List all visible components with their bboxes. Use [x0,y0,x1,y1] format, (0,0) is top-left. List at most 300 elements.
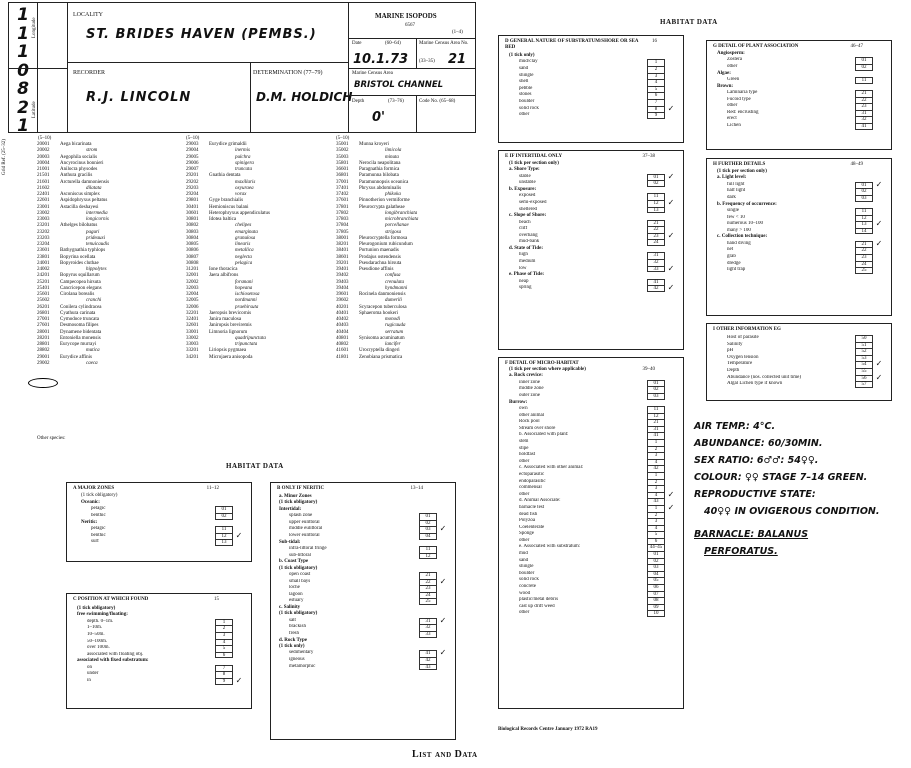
option-code-box[interactable]: 01 [855,57,873,64]
option-row[interactable] [279,657,449,664]
option-code-box[interactable]: 3 [647,485,665,492]
option-code-box[interactable]: 23 [647,233,665,240]
option-code-box[interactable]: 02 [419,520,437,527]
option-row[interactable] [81,526,245,533]
option-row[interactable] [509,66,677,73]
option-label: Abundance (nos. collected unit time) [727,374,802,380]
option-row[interactable] [717,103,885,110]
option-code-box[interactable]: 12 [419,553,437,560]
option-row[interactable] [77,645,245,652]
check-mark-icon [233,632,245,639]
option-code-box[interactable]: 25 [855,267,873,274]
subheading-label: Algae: [717,70,731,76]
option-code-box[interactable]: 13 [855,221,873,228]
option-code-box[interactable]: 01 [647,174,665,181]
check-mark-icon [437,585,449,592]
check-mark-icon: ✓ [667,502,675,512]
option-row[interactable] [509,239,677,246]
option-label: hand diving [727,240,751,246]
species-name: Dynamene bidentata [60,329,102,335]
option-code-box[interactable]: 1 [215,619,233,626]
option-code-box[interactable]: 31 [419,618,437,625]
option-row[interactable] [509,285,677,292]
option-code-box[interactable]: 4 [215,639,233,646]
option-code-box[interactable]: 22 [855,97,873,104]
species-name: Campecopea hirsuta [60,279,101,285]
option-code-box[interactable]: 25 [419,598,437,605]
option-row[interactable] [717,368,885,375]
option-row[interactable] [77,632,245,639]
option-code-box[interactable]: 6 [215,652,233,659]
option-row[interactable] [509,498,677,505]
option-row[interactable] [509,86,677,93]
option-row[interactable] [717,381,885,388]
species-name: Cancricepon elegans [60,285,102,291]
option-row[interactable] [717,77,885,84]
option-code-box[interactable]: 32 [855,116,873,123]
option-row[interactable] [509,92,677,99]
option-row[interactable] [509,538,677,545]
check-mark-icon [437,592,449,599]
option-code-box[interactable]: 55 [855,368,873,375]
option-row[interactable] [279,585,449,592]
option-row[interactable] [279,576,449,586]
option-row[interactable] [509,279,677,286]
option-code-box[interactable]: 32 [419,624,437,631]
option-row[interactable] [509,591,677,598]
option-code-box[interactable]: 02 [215,513,233,520]
option-code-box[interactable]: 4 [647,525,665,532]
option-row[interactable] [509,432,677,439]
option-row[interactable] [509,610,677,617]
species-name: forsmani [235,279,253,285]
check-mark-icon [873,188,885,195]
option-code-box[interactable]: 13 [215,539,233,546]
option-row[interactable] [717,261,885,268]
option-code-box[interactable]: 1 [647,472,665,479]
subheading-label: (1 tick per section only) [717,169,767,174]
option-row[interactable] [509,597,677,604]
option-code-box[interactable]: 11 [215,526,233,533]
option-row[interactable] [717,221,885,228]
option-code-box[interactable]: 09 [647,604,665,611]
option-code-box[interactable]: 21 [855,90,873,97]
option-row[interactable] [77,619,245,626]
species-code: 40201 [336,304,349,310]
option-code-box[interactable]: 4 [647,79,665,86]
option-row[interactable] [77,671,245,678]
species-code: 29006 [186,160,199,166]
option-label: in [87,677,91,683]
option-row[interactable] [509,452,677,459]
subheading-label: d. State of Tide: [509,245,543,251]
option-code-box[interactable]: 12 [855,215,873,222]
option-row[interactable] [279,631,449,638]
option-row[interactable] [509,413,677,420]
option-code-box[interactable]: 05 [647,577,665,584]
option-label: Oxygen tension [727,354,759,360]
option-code-box[interactable]: 23 [855,103,873,110]
option-row[interactable] [509,419,677,426]
option-code-box[interactable]: 01 [419,513,437,520]
option-code-box[interactable]: 2 [647,512,665,519]
species-name: Pseudarachna hirsuta [359,260,402,266]
option-row[interactable] [509,220,677,227]
option-code-box[interactable]: 5 [647,86,665,93]
species-name: Gnathia dentata [209,173,241,179]
option-row[interactable] [509,103,677,113]
option-code-box[interactable]: 9 [215,678,233,685]
option-row[interactable] [717,90,885,97]
option-label: endoparasitic [519,478,546,484]
option-code-box[interactable]: 01 [647,380,665,387]
option-row[interactable] [509,386,677,393]
option-row[interactable] [509,99,677,106]
option-row[interactable] [509,465,677,472]
option-code-box[interactable]: 9 [647,112,665,119]
option-row[interactable] [717,335,885,342]
species-code: 35002 [336,148,349,154]
option-row[interactable] [279,526,449,533]
option-row[interactable] [77,639,245,646]
option-row[interactable] [509,207,677,214]
option-code-box[interactable]: 8 [647,106,665,113]
option-row[interactable] [717,228,885,235]
option-code-box[interactable]: 41 [647,279,665,286]
option-code-box[interactable]: 3 [215,632,233,639]
option-code-box[interactable]: 11 [855,77,873,84]
subheading-label: b. Exposure: [509,187,537,192]
species-code: 37601 [336,198,349,204]
option-row[interactable] [509,263,677,273]
option-row[interactable] [279,592,449,599]
option-code-box[interactable]: 43 [647,498,665,505]
species-code: 41801 [336,354,349,360]
option-code-box[interactable]: 6 [647,92,665,99]
option-code-box[interactable]: 14 [855,228,873,235]
option-code-box[interactable]: 12 [647,413,665,420]
option-row[interactable] [509,472,677,479]
option-label: stones [519,92,532,98]
option-code-box[interactable]: 50 [855,335,873,342]
option-code-box[interactable]: 1 [647,439,665,446]
option-row[interactable] [279,513,449,520]
option-code-box[interactable]: 4 [647,459,665,466]
option-row[interactable] [717,188,885,195]
option-code-box[interactable]: 04 [419,533,437,540]
option-code-box[interactable]: 2 [215,625,233,632]
option-row[interactable] [279,546,449,553]
option-code-box[interactable]: 33 [647,266,665,273]
option-code-box[interactable]: 2 [647,66,665,73]
option-row[interactable] [717,123,885,130]
option-row[interactable] [509,200,677,207]
option-code-box[interactable]: 12 [215,533,233,540]
option-code-box[interactable]: 1 [647,505,665,512]
option-code-box[interactable]: 5 [215,645,233,652]
option-row[interactable] [509,393,677,400]
option-row[interactable] [509,79,677,86]
option-code-box[interactable]: 04 [647,571,665,578]
option-code-box[interactable]: 02 [647,180,665,187]
option-label: 1–10m. [87,625,103,631]
option-label: benthic [91,532,106,538]
option-label: Host of parasite [727,335,759,340]
check-mark-icon [665,479,677,486]
check-mark-icon [665,525,677,532]
option-row[interactable] [509,525,677,532]
species-name: intermedia [86,210,108,216]
option-label: metamorphic [289,663,316,669]
option-code-box[interactable]: 8 [215,671,233,678]
option-row[interactable] [717,110,885,117]
section-A [66,482,252,562]
species-name: ischiosetosa [235,292,260,297]
option-label: pebble [519,85,533,91]
option-code-box[interactable]: 44–45 [647,544,665,551]
option-row[interactable] [509,485,677,492]
option-row[interactable] [509,406,677,413]
option-code-box[interactable]: 21 [855,241,873,248]
option-row[interactable] [509,112,677,119]
option-code-box[interactable]: 4 [647,492,665,499]
option-code-box[interactable]: 43 [419,664,437,671]
option-code-box[interactable]: 01 [215,506,233,513]
option-code-box[interactable]: 11 [647,406,665,413]
option-row[interactable] [509,259,677,266]
option-code-box[interactable]: 13 [647,207,665,214]
option-row[interactable] [81,506,245,513]
option-row[interactable] [717,355,885,362]
option-row[interactable] [717,208,885,215]
check-mark-icon [233,665,245,672]
option-code-box[interactable]: 5 [647,531,665,538]
check-mark-icon [665,558,677,565]
option-row[interactable] [717,195,885,202]
option-row[interactable] [509,252,677,259]
option-code-box[interactable]: 22 [647,226,665,233]
option-row[interactable] [717,348,885,355]
option-code-box[interactable]: 42 [647,285,665,292]
grid-ref-label: Grid Ref. (25–32) [2,139,7,175]
option-row[interactable] [279,533,449,540]
option-code-box[interactable]: 02 [647,386,665,393]
option-code-box[interactable]: 2 [647,479,665,486]
option-code-box[interactable]: 52 [855,348,873,355]
option-code-box[interactable]: 2 [647,446,665,453]
option-row[interactable] [509,479,677,486]
option-row[interactable] [509,193,677,200]
grid-ref-digit: 1 [17,42,29,62]
recorder-label: RECORDER [73,70,106,76]
check-mark-icon [873,208,885,215]
option-code-box[interactable]: 42 [647,465,665,472]
date-cols: (60–64) [385,41,401,46]
species-code: 39601 [336,292,349,297]
option-code-box[interactable]: 12 [647,200,665,207]
species-name: strigosa [385,229,402,235]
option-code-box[interactable]: 03 [855,195,873,202]
option-code-box[interactable]: 02 [855,188,873,195]
option-code-box[interactable]: 03 [647,564,665,571]
option-code-box[interactable]: 31 [855,110,873,117]
option-row[interactable] [509,512,677,519]
option-row[interactable] [509,558,677,565]
option-row[interactable] [509,518,677,525]
option-row[interactable] [717,215,885,222]
option-row[interactable] [81,530,245,540]
check-mark-icon [665,564,677,571]
option-row[interactable] [279,650,449,657]
option-code-box[interactable]: 31 [647,252,665,259]
option-label: cliff [519,226,528,232]
option-label: other [519,491,530,497]
option-row[interactable] [717,247,885,254]
option-code-box[interactable]: 32 [647,259,665,266]
option-code-box[interactable]: 23 [419,585,437,592]
species-column-2 [186,142,331,361]
option-row[interactable] [279,664,449,671]
option-row[interactable] [509,180,677,187]
option-code-box[interactable]: 06 [647,584,665,591]
option-row[interactable] [509,577,677,584]
option-code-box[interactable]: 3 [647,518,665,525]
option-code-box[interactable]: 23 [855,254,873,261]
option-row[interactable] [509,604,677,611]
option-row[interactable] [717,238,885,248]
subheading-label: c. Salinity [279,604,301,610]
option-code-box[interactable]: 41 [855,123,873,130]
option-row[interactable] [279,615,449,625]
option-row[interactable] [717,116,885,123]
species-name: Cyathura carinata [60,310,96,316]
option-row[interactable] [717,57,885,64]
option-row[interactable] [509,59,677,66]
option-row[interactable] [717,254,885,261]
option-label: sheltered [519,206,538,212]
option-row[interactable] [509,439,677,446]
option-row[interactable] [509,380,677,387]
option-code-box[interactable]: 22 [419,579,437,586]
option-code-box[interactable]: 01 [855,182,873,189]
option-row[interactable] [509,171,677,181]
species-name: strom [86,148,98,154]
species-code: 26201 [37,304,50,310]
option-code-box[interactable]: 42 [419,657,437,664]
option-code-box[interactable]: 3 [647,452,665,459]
option-row[interactable] [509,446,677,453]
species-code: 23001 [37,204,50,210]
option-code-box[interactable]: 11 [855,208,873,215]
option-row[interactable] [717,361,885,368]
option-code-box[interactable]: 7 [647,99,665,106]
option-code-box[interactable]: 10 [647,610,665,617]
species-name: oxyuraea [235,185,254,191]
option-code-box[interactable]: 7 [215,665,233,672]
option-code-box[interactable]: 6 [647,538,665,545]
option-row[interactable] [509,544,677,551]
section-F-cols: 39–40 [642,367,655,372]
option-row[interactable] [509,531,677,538]
option-code-box[interactable]: 54 [855,361,873,368]
option-code-box[interactable]: 03 [419,526,437,533]
option-row[interactable] [509,489,677,499]
option-code-box[interactable]: 03 [647,393,665,400]
check-mark-icon [665,66,677,73]
option-row[interactable] [279,572,449,579]
option-row[interactable] [717,64,885,71]
option-row[interactable] [81,513,245,520]
option-code-box[interactable]: 33 [419,631,437,638]
option-row[interactable] [279,598,449,605]
species-name: Pleurocrypta galatheae [359,204,405,210]
option-row[interactable] [81,539,245,546]
option-row[interactable] [717,267,885,274]
option-code-box[interactable]: 11 [647,193,665,200]
option-row[interactable] [717,179,885,189]
option-code-box[interactable]: 07 [647,591,665,598]
option-code-box[interactable]: 31 [647,426,665,433]
option-code-box[interactable]: 22 [855,247,873,254]
option-row[interactable] [509,571,677,578]
option-row[interactable] [717,97,885,104]
species-code: 29203 [186,185,199,191]
option-code-box[interactable]: 21 [419,572,437,579]
option-row[interactable] [279,520,449,527]
option-code-box[interactable]: 02 [647,558,665,565]
option-code-box[interactable]: 01 [647,551,665,558]
species-name: hopeana [235,285,253,291]
option-code-box[interactable]: 21 [647,419,665,426]
option-code-box[interactable]: 56 [855,375,873,382]
option-row[interactable] [509,584,677,591]
option-code-box[interactable]: 02 [855,64,873,71]
option-row[interactable] [509,459,677,466]
option-code-box[interactable]: 41 [647,432,665,439]
species-name: tripunctata [235,342,258,347]
option-code-box[interactable]: 41 [419,650,437,657]
option-row[interactable] [77,652,245,659]
option-code-box[interactable]: 24 [647,239,665,246]
species-name: phikoka [385,192,401,197]
option-row[interactable] [279,553,449,560]
option-code-box[interactable]: 08 [647,597,665,604]
option-code-box[interactable]: 51 [855,342,873,349]
option-row[interactable] [509,73,677,80]
option-row[interactable] [509,426,677,433]
option-code-box[interactable]: 1 [647,59,665,66]
option-row[interactable] [77,625,245,632]
option-row[interactable] [279,624,449,631]
option-row[interactable] [509,226,677,233]
option-code-box[interactable]: 11 [419,546,437,553]
option-row[interactable] [77,675,245,685]
option-code-box[interactable]: 3 [647,73,665,80]
species-name: Ancyrocinus bonnieri [60,160,104,166]
option-code-box[interactable]: 24 [855,261,873,268]
option-row[interactable] [717,342,885,349]
option-row[interactable] [509,564,677,571]
option-code-box[interactable]: 57 [855,381,873,388]
option-row[interactable] [77,665,245,672]
species-name: linearis [235,242,251,247]
species-name: Janira maculosa [209,317,242,322]
option-code-box[interactable]: 53 [855,355,873,362]
option-row[interactable] [509,551,677,558]
option-code-box[interactable]: 24 [419,592,437,599]
option-code-box[interactable]: 21 [647,220,665,227]
option-row[interactable] [717,372,885,382]
